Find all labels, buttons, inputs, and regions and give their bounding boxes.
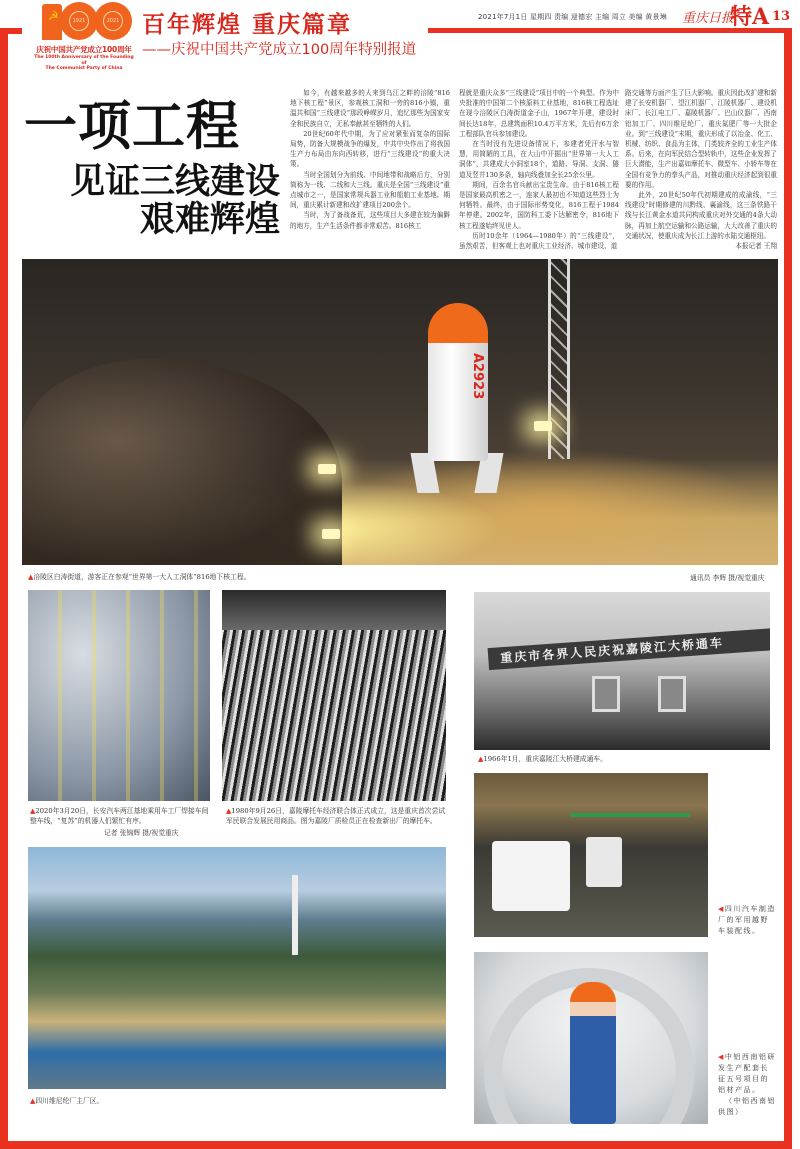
logo-cn-text: 庆祝中国共产党成立100周年: [36, 45, 132, 54]
truck-photo-caption: [718, 904, 776, 937]
bridge-photo-caption: [478, 754, 768, 764]
portrait-frame: [658, 676, 686, 712]
article-column-2: [459, 88, 619, 251]
article-paragraph: 当时全国划分为前线、中间地带和战略后方，分别简称为一线、二线和大三线。重庆是全国“三线建设”重点城市之一，是国家常规兵器工业和船舶工业基地。期间，重庆累计新建和改扩建项目200余个。: [290, 170, 450, 210]
spotlight-icon: [534, 421, 552, 431]
red-frame-left: [0, 28, 8, 1149]
bridge-banner: 重庆市各界人民庆祝嘉陵江大桥通车: [488, 628, 770, 670]
article-paragraph: 此外，20世纪50年代初期建成的成渝线，“三线建设”时期修建的川黔线、襄渝线，这三条铁路干线与长江黄金水道共同构成重庆对外交通的4条大动脉，再加上航空运输和公路运输，大大改善了重庆的交通状况，使重庆成为长江上游的水陆交通枢纽。: [625, 191, 777, 240]
logo-digit-one: [42, 4, 62, 40]
publication-info: 2021年7月1日 星期四 责编 逯德宏 主编 周立 美编 黄景琳: [478, 13, 667, 21]
moto-photo-caption: [226, 806, 448, 826]
assembly-rail: [570, 813, 690, 817]
photo-aluminum-worker: [474, 952, 708, 1124]
triangle-up-icon: ▲: [28, 573, 34, 581]
spotlight-icon: [318, 464, 336, 474]
article-byline: 本报记者 王翔: [735, 242, 777, 251]
triangle-left-icon: ◀: [718, 905, 725, 913]
article-column-1: [290, 88, 450, 231]
rocket-nose: [428, 303, 488, 343]
article-paragraph: 20世纪60年代中期，为了应对紧张而复杂的国际局势，防备大规模战争的爆发，中共中央作出了将我国生产力布局由东向西转移，进行“三线建设”的重大决策。: [290, 129, 450, 169]
welder-photo-credit: （中铝西南铝供图）: [718, 1097, 776, 1116]
main-photo-credit: 通讯员 李辉 摄/视觉重庆: [690, 574, 765, 582]
robots-photo-credit: 记者 张锦辉 摄/视觉重庆: [104, 829, 179, 837]
photo-jialing-bridge-opening: [474, 592, 770, 750]
article-paragraph: 在当时没有先进设备情况下，参建者凭汗水与智慧，用简陋的工具，在大山中开掘出“世界第一大人工洞体”，共建成大小洞室18个，道路、导洞、支洞、隧道及竖井130多条，轴向线叠加全长25余公里。: [459, 140, 619, 179]
triangle-left-icon: ◀: [718, 1053, 725, 1061]
logo-en-text: [34, 55, 134, 72]
headline-main: 一项工程: [24, 95, 240, 157]
photo-robot-welding-line: [28, 590, 210, 801]
photo-sichuan-vinylon-plant: [28, 847, 446, 1089]
caption-text: 1966年1月，重庆嘉陵江大桥建成通车。: [483, 755, 607, 763]
caption-text: 2020年3月20日，长安汽车两江基地乘用车工厂焊接车间整车线，“复苏”的机器人们繁忙有序。: [30, 807, 209, 825]
headline-sub-line1: 见证三线建设: [69, 161, 280, 202]
page-number: 13: [772, 9, 791, 24]
caption-text: 中铝西南铝研发生产配套长征五号项目的铝材产品。: [718, 1053, 776, 1094]
caption-text: 四川汽车制造厂的军用越野车装配线。: [718, 905, 776, 935]
logo-digit-zero: [94, 2, 132, 40]
factory-photo-caption: [30, 1096, 330, 1106]
photo-816-nuclear-project: [22, 259, 778, 565]
rocket-label: A2923: [470, 353, 485, 400]
centenary-logo: [34, 2, 134, 72]
main-photo-caption: [28, 572, 448, 582]
photo-jialing-motorcycles: [222, 590, 446, 801]
truck-cab: [586, 837, 622, 887]
worker-figure: [570, 982, 616, 1124]
welder-photo-caption: [718, 1052, 776, 1118]
article-paragraph: 路交通等方面产生了巨大影响。重庆因此改扩建和新建了长安机器厂、望江机器厂、江陵机器厂、建设机床厂、长江电工厂、嘉陵机器厂、巴山仪器厂、西南铝加工厂、四川维尼纶厂、重庆氮肥厂等一大批企业。到“三线建设”末期，重庆形成了以冶金、化工、机械、纺织、食品为主体，门类较齐全的工业生产体系。后来，在向军民结合型转轨中，这些企业发挥了巨大潜能，生产出嘉如摩托车、微型车、小轿车等在全国有竞争力的拳头产品，对推动重庆经济起到很重要的作用。: [625, 89, 777, 189]
triangle-up-icon: ▲: [30, 1097, 36, 1105]
spotlight-icon: [322, 529, 340, 539]
photo-rocket-model: [420, 303, 496, 493]
caption-text: 四川维尼纶厂主厂区。: [35, 1097, 104, 1105]
article-paragraph: 当时，为了备战备荒，这些项目大多建在较为偏僻的地方，生产生活条件都非常艰苦。816核工: [290, 211, 450, 230]
red-frame-corner: [0, 28, 22, 34]
article-paragraph: 程就是重庆众多“三线建设”项目中的一个典型。作为中央批准的中国第二个核原料工业基地，816核工程选址在现今涪陵区白涛街道金子山，1967年开建，建设时间长达18年，总建筑面积10.4万平方米，先后有6万余工程部队官兵参加建设。: [459, 89, 619, 138]
logo-en-line2: The Communist Party of China: [45, 66, 123, 71]
page-section-label: 特A: [730, 4, 770, 30]
red-frame-right: [784, 32, 792, 1149]
portrait-frame: [592, 676, 620, 712]
caption-text: 涪陵区白涛街道，游客正在参观“世界第一大人工洞体”816地下核工程。: [33, 573, 251, 581]
article-column-3: [625, 88, 777, 251]
article-paragraph: 历时10余年（1964—1980年）的“三线建设”，虽然艰苦，但客观上也对重庆工业经济、城市建设、道: [459, 231, 619, 251]
robots-photo-caption: [30, 806, 212, 826]
truck-cab: [492, 841, 570, 911]
logo-100-mark: [38, 2, 130, 42]
article-paragraph: 期间，百余名官兵献出宝贵生命。由于816核工程是国家最高机密之一，连家人最初也不知道这些烈士为何牺牲。最终，由于国际形势变化，816工程于1984年停建。2002年，国防科工委下达解密令，816地下核工程遂始终见世人。: [459, 180, 619, 230]
logo-year-2021: 2021: [103, 11, 123, 31]
section-subtitle: ——庆祝中国共产党成立100周年特别报道: [142, 42, 417, 58]
chimney: [292, 875, 298, 955]
section-title: 百年辉煌 重庆篇章: [142, 11, 353, 38]
triangle-up-icon: ▲: [478, 755, 484, 763]
triangle-up-icon: ▲: [30, 807, 36, 815]
headline-sub-line2: 艰难辉煌: [139, 199, 280, 240]
logo-year-1921: 1921: [69, 11, 89, 31]
caption-text: 1980年9月26日，嘉陵摩托车经济联合体正式成立，这是重庆首次尝试军民联合发展民用商品。图为嘉陵厂质检员正在检查新出厂的摩托车。: [226, 807, 446, 825]
newspaper-name: 重庆日报: [682, 11, 735, 26]
logo-digit-zero: [60, 2, 98, 40]
triangle-up-icon: ▲: [226, 807, 232, 815]
photo-crowd: [22, 359, 342, 565]
logo-en-line1: The 100th Anniversary of the Founding of: [34, 55, 134, 66]
hammer-sickle-icon: ☭: [48, 9, 59, 23]
photo-military-truck-assembly: [474, 773, 708, 937]
article-paragraph: 如今，有越来越多的人来到乌江之畔的涪陵“816地下核工程”景区，参观核工洞和一旁的816小镇，重温共和国“三线建设”那段峥嵘岁月，追忆那些为国家安全和民族自立，无私奉献甚至牺牲的人们。: [290, 89, 450, 128]
red-frame-bottom: [0, 1141, 792, 1149]
